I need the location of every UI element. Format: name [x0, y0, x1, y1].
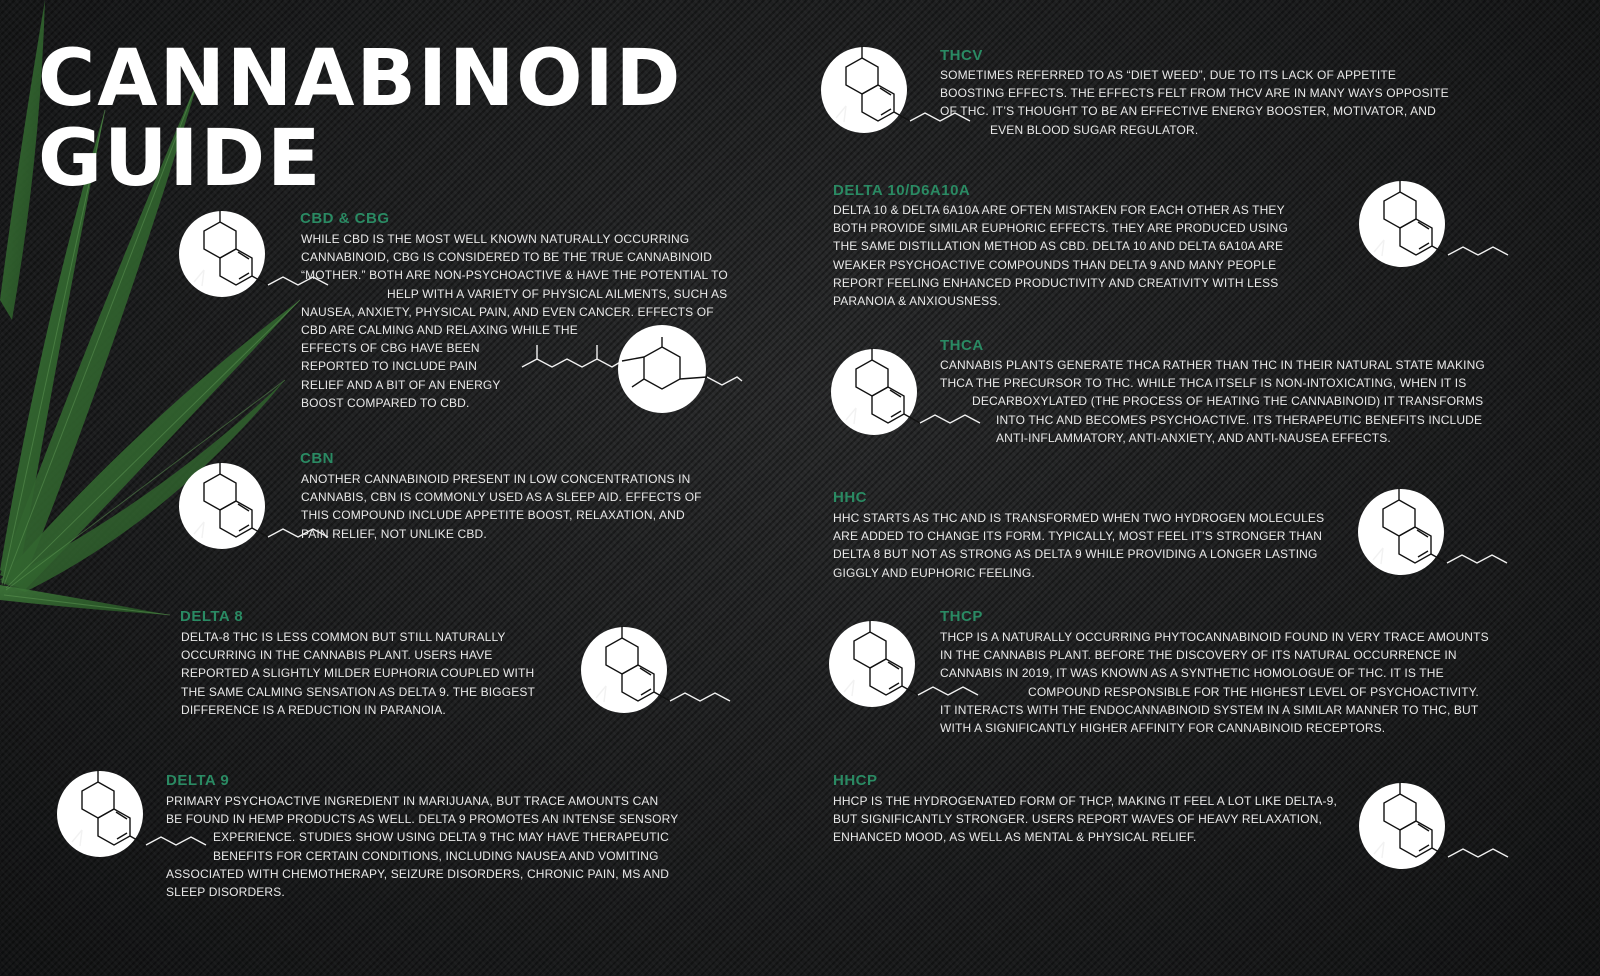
thca-description: CANNABIS PLANTS GENERATE THCA RATHER THAN THC IN THEIR NATURAL STATE MAKING THCA THE PRECURSOR TO THC. WHILE THCA ITSELF IS NON-INTOXICATING, WHEN IT IS DECARBOXYLATED (THE PROCESS OF HEATING THE CANNABINOID) IT TRANSFORMS INTO THC AND BECOMES PSYCHOACTIVE. ITS THERAPEUTIC BENEFITS INCLUDE ANTI-INFLAMMATORY, ANTI-ANXIETY, AND ANTI-NAUSEA EFFECTS. [940, 358, 1485, 445]
cbn-description: ANOTHER CANNABINOID PRESENT IN LOW CONCENTRATIONS IN CANNABIS, CBN IS COMMONLY USED AS A SLEEP AID. EFFECTS OF THIS COMPOUND INCLUDE APPETITE BOOST, RELAXATION, AND PAIN RELIEF, NOT UNLIKE CBD. [301, 472, 702, 541]
page-title-line-1: CANNABINOID [38, 34, 683, 124]
delta-9-heading: DELTA 9 [166, 772, 230, 789]
hhc-heading: HHC [833, 489, 867, 506]
delta-10-molecule-diagram [1340, 172, 1520, 272]
thca-heading: THCA [940, 337, 984, 354]
delta-8-description: DELTA-8 THC IS LESS COMMON BUT STILL NATURALLY OCCURRING IN THE CANNABIS PLANT. USERS HAVE REPORTED A SLIGHTLY MILDER EUPHORIA COUPLED WITH THE SAME CALMING SENSATION AS DELTA 9. THE BIGGEST DIFFERENCE IS A REDUCTION IN PARANOIA. [181, 630, 536, 717]
page-title-line-2: GUIDE [38, 114, 323, 204]
hhcp-description: HHCP IS THE HYDROGENATED FORM OF THCP, MAKING IT FEEL A LOT LIKE DELTA-9, BUT SIGNIFICANTLY STRONGER. USERS REPORT WAVES OF HEAVY RELAXATION, ENHANCED MOOD, AS WELL AS MENTAL & PHYSICAL RELIEF. [833, 794, 1337, 845]
thcv-description: SOMETIMES REFERRED TO AS “DIET WEED”, DUE TO ITS LACK OF APPETITE BOOSTING EFFECTS. THE EFFECTS FELT FROM THCV ARE IN MANY WAYS OPPOSITE OF THC. IT’S THOUGHT TO BE AN EFFECTIVE ENERGY BOOSTER, MOTIVATOR, AND EVEN BLOOD SUGAR REGULATOR. [940, 68, 1449, 137]
delta-9-description: PRIMARY PSYCHOACTIVE INGREDIENT IN MARIJUANA, BUT TRACE AMOUNTS CAN BE FOUND IN HEMP PRODUCTS AS WELL. DELTA 9 PROMOTES AN INTENSE SENSORY EXPERIENCE. STUDIES SHOW USING DELTA 9 THC MAY HAVE THERAPEUTIC BENEFITS FOR CERTAIN CONDITIONS, INCLUDING NAUSEA AND VOMITING ASSOCIATED WITH CHEMOTHERAPY, SEIZURE DISORDERS, CHRONIC PAIN, MS AND SLEEP DISORDERS. [166, 794, 679, 900]
delta-10-description: DELTA 10 & DELTA 6A10A ARE OFTEN MISTAKEN FOR EACH OTHER AS THEY BOTH PROVIDE SIMILAR EUPHORIC EFFECTS. THEY ARE PRODUCED USING THE SAME DISTILLATION METHOD AS CBD. DELTA 10 AND DELTA 6A10A ARE WEAKER PSYCHOACTIVE COMPOUNDS THAN DELTA 9 AND MANY PEOPLE REPORT FEELING ENHANCED PRODUCTIVITY AND CREATIVITY WITH LESS PARANOIA & ANXIOUSNESS. [833, 203, 1288, 309]
delta-8-molecule-diagram [560, 620, 750, 720]
hhcp-heading: HHCP [833, 772, 878, 789]
hhc-description: HHC STARTS AS THC AND IS TRANSFORMED WHEN TWO HYDROGEN MOLECULES ARE ADDED TO CHANGE ITS FORM. TYPICALLY, MOST FEEL IT’S STRONGER THAN DELTA 8 BUT NOT AS STRONG AS DELTA 9 WHILE PROVIDING A LONGER LASTING GIGGLY AND EUPHORIC FEELING. [833, 511, 1325, 580]
thcp-description: THCP IS A NATURALLY OCCURRING PHYTOCANNABINOID FOUND IN VERY TRACE AMOUNTS IN THE CANNABIS PLANT. BEFORE THE DISCOVERY OF ITS NATURAL OCCURRENCE IN CANNABIS IN 2019, IT WAS KNOWN AS A SYNTHETIC HOMOLOGUE OF THC. IT IS THE COMPOUND RESPONSIBLE FOR THE HIGHEST LEVEL OF PSYCHOACTIVITY. IT INTERACTS WITH THE ENDOCANNABINOID SYSTEM IN A SIMILAR MANNER TO THC, BUT WITH A SIGNIFICANTLY HIGHER AFFINITY FOR CANNABINOID RECEPTORS. [940, 630, 1489, 736]
thcv-heading: THCV [940, 47, 983, 64]
cbd-cbg-description: WHILE CBD IS THE MOST WELL KNOWN NATURALLY OCCURRING CANNABINOID, CBG IS CONSIDERED TO BE THE TRUE CANNABINOID “MOTHER.” BOTH ARE NON-PSYCHOACTIVE & HAVE THE POTENTIAL TO HELP WITH A VARIETY OF PHYSICAL AILMENTS, SUCH AS NAUSEA, ANXIETY, PHYSICAL PAIN, AND EVEN CANCER. EFFECTS OF CBD ARE CALMING AND RELAXING WHILE THE EFFECTS OF CBG HAVE BEEN REPORTED TO INCLUDE PAIN RELIEF AND A BIT OF AN ENERGY BOOST COMPARED TO CBD. [301, 232, 728, 410]
hhc-molecule-diagram [1345, 480, 1525, 580]
delta-8-heading: DELTA 8 [180, 608, 244, 625]
hhcp-molecule-diagram [1340, 774, 1520, 874]
thcp-heading: THCP [940, 608, 983, 625]
cbn-heading: CBN [300, 450, 334, 467]
delta-10-heading: DELTA 10/D6A10A [833, 182, 971, 199]
cbd-cbg-heading: CBD & CBG [300, 210, 390, 227]
